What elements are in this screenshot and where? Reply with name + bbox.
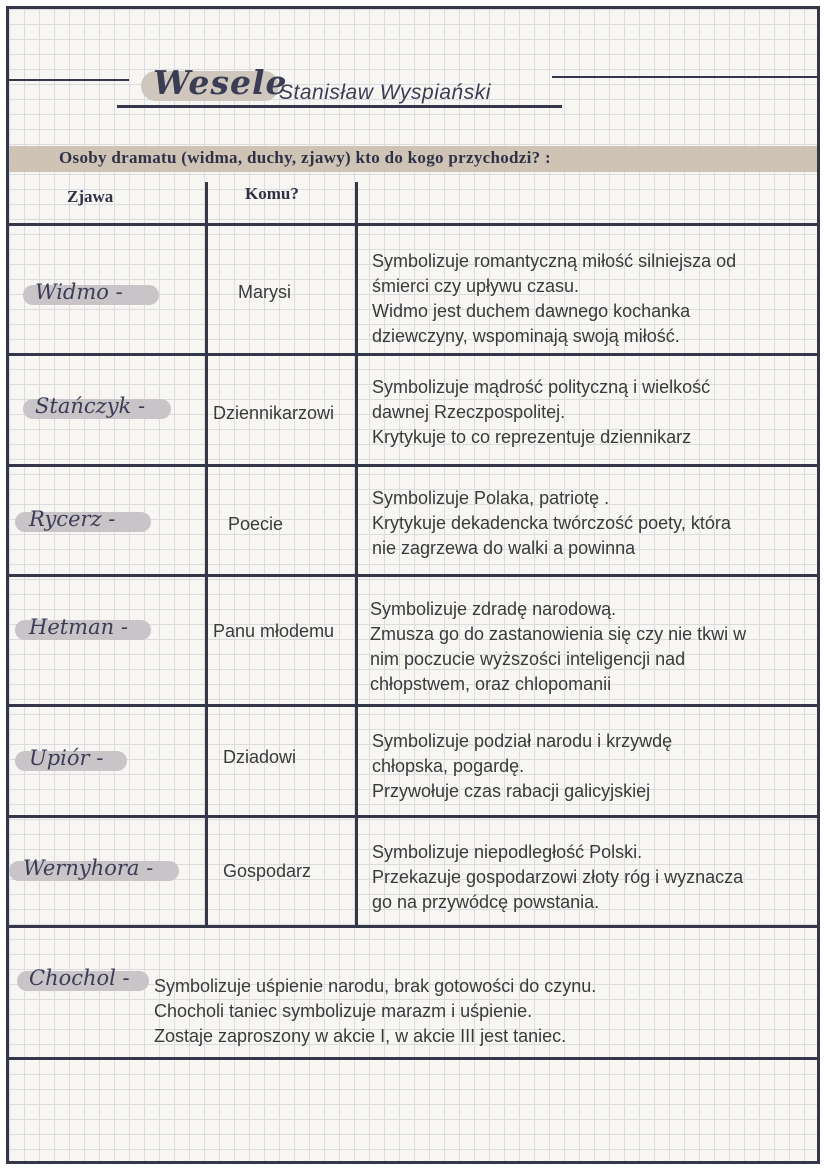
title-underline bbox=[117, 105, 562, 108]
chochol-name: Chochol - bbox=[29, 966, 130, 990]
chochol-description bbox=[154, 974, 596, 1049]
description-line: Przekazuje gospodarzowi złoty róg i wyznacza bbox=[372, 867, 744, 887]
row-divider bbox=[9, 223, 817, 226]
komu-value: Dziennikarzowi bbox=[213, 403, 335, 423]
description-line: nie zagrzewa do walki a powinna bbox=[372, 538, 636, 558]
description bbox=[372, 249, 736, 349]
description bbox=[370, 597, 746, 697]
author-name: Stanisław Wyspiański bbox=[279, 81, 491, 104]
komu-value: Marysi bbox=[238, 282, 291, 302]
description-line: go na przywódcę powstania. bbox=[372, 892, 600, 912]
description-line: Symbolizuje mądrość polityczną i wielkość bbox=[372, 377, 711, 397]
description-line: Chocholi taniec symbolizuje marazm i uśpienie. bbox=[154, 1001, 533, 1021]
zjawa-name: Widmo - bbox=[35, 280, 123, 304]
row-divider bbox=[9, 574, 817, 577]
zjawa-name: Hetman - bbox=[29, 615, 128, 639]
description bbox=[372, 840, 743, 915]
description-line: Symbolizuje romantyczną miłość silniejsza od bbox=[372, 251, 737, 271]
row-divider bbox=[9, 704, 817, 707]
description-line: Krytykuje to co reprezentuje dziennikarz bbox=[372, 427, 692, 447]
column-header-komu: Komu? bbox=[245, 184, 299, 203]
description-line: dziewczyny, wspominają swoją miłość. bbox=[372, 326, 680, 346]
row-divider bbox=[9, 464, 817, 467]
description-line: Przywołuje czas rabacji galicyjskiej bbox=[372, 781, 651, 801]
description-line: Symbolizuje uśpienie narodu, brak gotowości do czynu. bbox=[154, 976, 597, 996]
zjawa-name: Stańczyk - bbox=[35, 394, 146, 418]
komu-value: Poecie bbox=[228, 514, 284, 534]
description-line: Symbolizuje Polaka, patriotę . bbox=[372, 488, 610, 508]
komu-value: Dziadowi bbox=[223, 747, 297, 767]
description bbox=[372, 729, 672, 804]
page-title: Wesele bbox=[153, 63, 288, 102]
description-line: Symbolizuje zdradę narodową. bbox=[370, 599, 617, 619]
description-line: Zostaje zaproszony w akcie I, w akcie III jest taniec. bbox=[154, 1026, 567, 1046]
description-line: dawnej Rzeczpospolitej. bbox=[372, 402, 566, 422]
description-line: Krytykuje dekadencka twórczość poety, która bbox=[372, 513, 731, 533]
description bbox=[372, 375, 710, 450]
description-line: chłopstwem, oraz chlopomanii bbox=[370, 674, 612, 694]
row-divider bbox=[9, 925, 817, 928]
row-divider bbox=[9, 815, 817, 818]
description-line: chłopska, pogardę. bbox=[372, 756, 525, 776]
row-divider bbox=[9, 1057, 817, 1060]
description-line: Symbolizuje podział narodu i krzywdę bbox=[372, 731, 673, 751]
header-rule-right bbox=[552, 76, 817, 78]
description-line: Zmusza go do zastanowienia się czy nie tkwi w bbox=[370, 624, 747, 644]
description-line: Symbolizuje niepodległość Polski. bbox=[372, 842, 643, 862]
notebook-page bbox=[6, 6, 820, 1164]
description-line: nim poczucie wyższości inteligencji nad bbox=[370, 649, 686, 669]
question-heading: Osoby dramatu (widma, duchy, zjawy) kto do kogo przychodzi? : bbox=[59, 148, 551, 167]
komu-value: Gospodarz bbox=[223, 861, 312, 881]
row-divider bbox=[9, 353, 817, 356]
header-rule-left bbox=[9, 79, 129, 81]
zjawa-name: Rycerz - bbox=[29, 507, 116, 531]
description-line: śmierci czy upływu czasu. bbox=[372, 276, 580, 296]
zjawa-name: Upiór - bbox=[29, 746, 104, 770]
zjawa-name: Wernyhora - bbox=[23, 856, 154, 880]
column-header-zjawa: Zjawa bbox=[67, 187, 114, 206]
komu-value: Panu młodemu bbox=[213, 621, 335, 641]
description bbox=[372, 486, 731, 561]
description-line: Widmo jest duchem dawnego kochanka bbox=[372, 301, 691, 321]
